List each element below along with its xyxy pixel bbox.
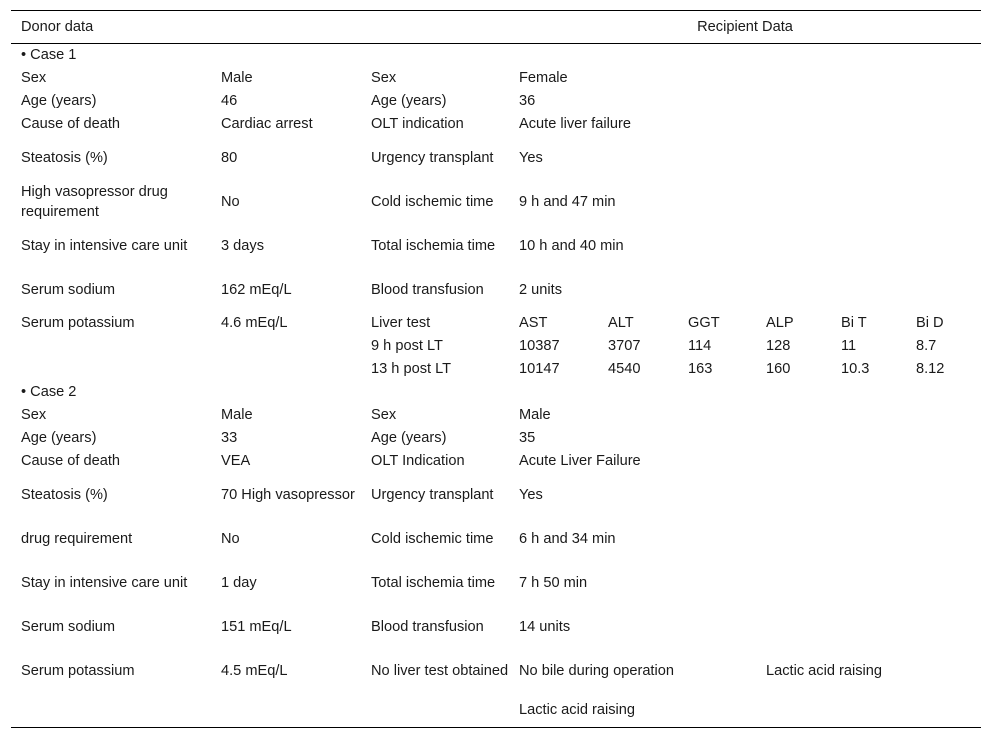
table-row — [11, 224, 981, 268]
cell: 46 — [221, 93, 238, 110]
cell: Cause of death — [21, 453, 120, 470]
cell: Urgency transplant — [371, 486, 494, 503]
table-row — [11, 67, 981, 90]
cell: Bi T — [841, 315, 867, 332]
cell: Lactic acid raising — [766, 662, 882, 679]
cell: Steatosis (%) — [21, 486, 108, 503]
cell: 11 — [841, 338, 857, 355]
cell: Male — [519, 407, 551, 424]
table-row — [11, 561, 981, 605]
cell: Steatosis (%) — [21, 149, 108, 166]
cell: ALP — [766, 315, 794, 332]
table-row — [11, 90, 981, 113]
cell: 163 — [688, 361, 713, 378]
cell: Yes — [519, 149, 543, 166]
cell: No — [221, 193, 240, 210]
case-row — [11, 381, 981, 404]
table-row — [11, 649, 981, 693]
cell: Age (years) — [21, 93, 97, 110]
table-row — [11, 180, 981, 224]
cell: High vasopressor drug requirement — [21, 183, 168, 220]
cell: 10.3 — [841, 361, 870, 378]
table-row — [11, 136, 981, 180]
cell: 9 h post LT — [371, 338, 443, 355]
header-donor-data: Donor data — [11, 11, 211, 44]
case-row — [11, 44, 981, 68]
cell: Yes — [519, 486, 543, 503]
cell: 151 mEq/L — [221, 618, 292, 635]
cell: Sex — [371, 70, 397, 87]
cell: Male — [221, 407, 253, 424]
table-row — [11, 404, 981, 427]
data-table-container — [11, 10, 981, 728]
cell: Age (years) — [21, 430, 97, 447]
cell: 2 units — [519, 281, 562, 298]
table-row — [11, 517, 981, 561]
table-row — [11, 693, 981, 728]
cell: Serum potassium — [21, 662, 135, 679]
table-row — [11, 427, 981, 450]
cell: Male — [221, 70, 253, 87]
cell: Age (years) — [371, 430, 447, 447]
cell: OLT indication — [371, 116, 464, 133]
cell: Serum potassium — [21, 315, 135, 332]
cell: ALT — [608, 315, 634, 332]
cell: Female — [519, 70, 568, 87]
cell: Lactic acid raising — [519, 701, 635, 718]
cell: 7 h 50 min — [519, 574, 588, 591]
case-1-label: • Case 1 — [21, 47, 77, 64]
cell: 1 day — [221, 574, 257, 591]
cell: 36 — [519, 93, 536, 110]
cell: 3707 — [608, 338, 641, 355]
cell: 8.12 — [916, 361, 945, 378]
table-header-row — [11, 11, 981, 44]
cell: Sex — [21, 407, 47, 424]
cell: 10 h and 40 min — [519, 237, 624, 254]
table-row — [11, 312, 981, 335]
cell: 128 — [766, 338, 791, 355]
cell: No bile during operation — [519, 662, 674, 679]
header-recipient-data: Recipient Data — [509, 11, 981, 44]
cell: Cardiac arrest — [221, 116, 313, 133]
case-2-label: • Case 2 — [21, 384, 77, 401]
cell: 4540 — [608, 361, 641, 378]
table-row — [11, 473, 981, 517]
cell: Cold ischemic time — [371, 530, 494, 547]
cell: Acute liver failure — [519, 116, 631, 133]
cell: 162 mEq/L — [221, 281, 292, 298]
cell: 8.7 — [916, 338, 937, 355]
cell: Cold ischemic time — [371, 193, 494, 210]
cell: 33 — [221, 430, 238, 447]
cell: Age (years) — [371, 93, 447, 110]
cell: Blood transfusion — [371, 618, 484, 635]
cell: 10147 — [519, 361, 560, 378]
cell: 3 days — [221, 237, 264, 254]
cell: OLT Indication — [371, 453, 465, 470]
cell: Urgency transplant — [371, 149, 494, 166]
cell: 14 units — [519, 618, 571, 635]
cell: Acute Liver Failure — [519, 453, 641, 470]
cell: drug requirement — [21, 530, 133, 547]
cell: Bi D — [916, 315, 944, 332]
cell: Sex — [21, 70, 47, 87]
table-row — [11, 605, 981, 649]
cell: 35 — [519, 430, 536, 447]
cell: 160 — [766, 361, 791, 378]
cell: No liver test obtained — [371, 662, 509, 679]
cell: 4.6 mEq/L — [221, 315, 288, 332]
cell: Serum sodium — [21, 618, 116, 635]
cell: Blood transfusion — [371, 281, 484, 298]
cell: 6 h and 34 min — [519, 530, 616, 547]
cell: AST — [519, 315, 548, 332]
cell: 9 h and 47 min — [519, 193, 616, 210]
cell: 114 — [688, 338, 712, 355]
cell: VEA — [221, 453, 251, 470]
cell: 13 h post LT — [371, 361, 452, 378]
cell: 80 — [221, 149, 238, 166]
cell: No — [221, 530, 240, 547]
cell: Stay in intensive care unit — [21, 237, 188, 254]
cell: Total ischemia time — [371, 574, 496, 591]
cell: Serum sodium — [21, 281, 116, 298]
donor-recipient-table — [11, 10, 981, 728]
table-row — [11, 335, 981, 358]
cell: Cause of death — [21, 116, 120, 133]
cell: 4.5 mEq/L — [221, 662, 288, 679]
cell: 10387 — [519, 338, 560, 355]
cell: Liver test — [371, 315, 431, 332]
table-row — [11, 450, 981, 473]
cell: Stay in intensive care unit — [21, 574, 188, 591]
table-row — [11, 268, 981, 312]
cell: Total ischemia time — [371, 237, 496, 254]
cell: 70 High vasopressor — [221, 486, 355, 503]
cell: Sex — [371, 407, 397, 424]
table-row — [11, 358, 981, 381]
cell: GGT — [688, 315, 720, 332]
table-row — [11, 113, 981, 136]
